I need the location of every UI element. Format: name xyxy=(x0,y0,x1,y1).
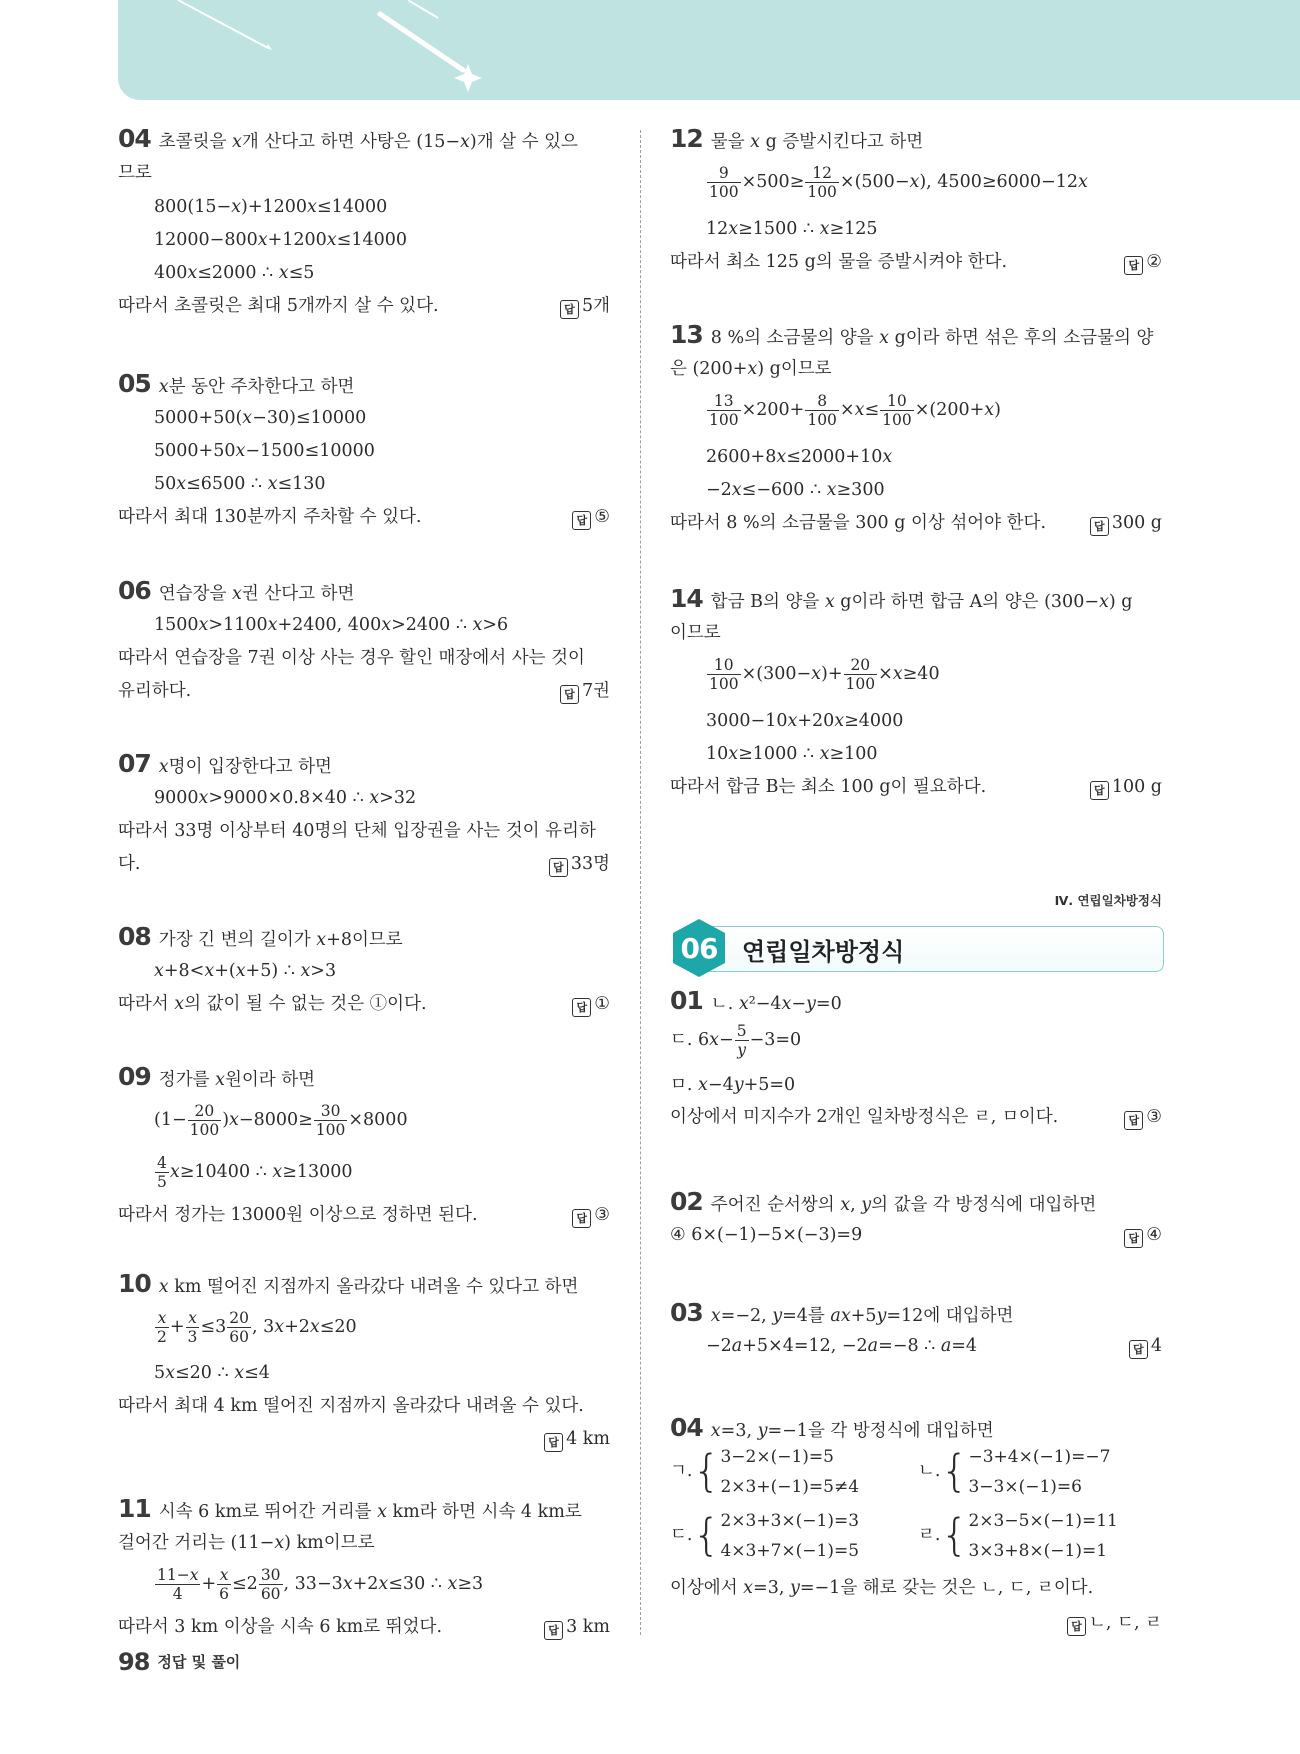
equation-system-d: ㄷ.{ 2×3+3×(−1)=3 4×3+7×(−1)=5 xyxy=(670,1509,860,1561)
equation: $\frac{13}{100}$ ×200+ $\frac{8}{100}$ ×𝑥≤ $\frac{10}{100}$ ×(200+𝑥) xyxy=(709,392,1001,429)
answer-mark-icon: 답 xyxy=(1090,781,1109,800)
answer: 답 ② xyxy=(1124,251,1162,275)
answer: 답 4 xyxy=(1129,1335,1162,1359)
answer-mark-icon: 답 xyxy=(544,1621,563,1640)
conclusion: 따라서 33명 이상부터 40명의 단체 입장권을 사는 것이 유리하 xyxy=(118,821,596,841)
fraction: $\frac{20}{100}$ xyxy=(189,1102,220,1139)
fraction: $\frac{\text{𝑥}}{3}$ xyxy=(187,1309,198,1346)
fraction: $\frac{30}{100}$ xyxy=(315,1102,346,1139)
answer: 답 4 km xyxy=(544,1428,610,1452)
equation: 10𝑥≥1000 ∴ 𝑥≥100 xyxy=(706,744,878,764)
fraction: $\frac{4}{5}$ xyxy=(157,1154,167,1191)
problem-text: 𝑥분 동안 주차한다고 하면 xyxy=(158,377,355,397)
equation: $\frac{9}{100}$ ×500≥ $\frac{12}{100}$ ×(500−𝑥), 4500≥6000−12𝑥 xyxy=(709,164,1088,201)
fraction: $\frac{9}{100}$ xyxy=(709,164,739,201)
problem-number: 14 xyxy=(670,584,703,613)
fraction: $\frac{5}{\text{𝑦}}$ xyxy=(736,1022,747,1059)
equation: 1500𝑥>1100𝑥+2400, 400𝑥>2400 ∴ 𝑥>6 xyxy=(154,615,509,635)
problem-number: 08 xyxy=(118,922,151,951)
answer: 답 ㄴ, ㄷ, ㄹ xyxy=(1067,1612,1162,1636)
problem-number: 10 xyxy=(118,1269,151,1298)
problem-text: 연습장을 𝑥권 산다고 하면 xyxy=(158,584,355,604)
equation: 5000+50(𝑥−30)≤10000 xyxy=(154,408,367,428)
problem-text: 합금 B의 양을 𝑥 g이라 하면 합금 A의 양은 (300−𝑥) g xyxy=(710,592,1133,612)
problem-text: 므로 xyxy=(118,163,152,183)
answer: 답 ③ xyxy=(572,1204,610,1228)
problem-text: 𝑥=−2, 𝑦=4를 𝑎𝑥+5𝑦=12에 대입하면 xyxy=(710,1306,1014,1326)
answer: 답 300 g xyxy=(1090,512,1162,536)
conclusion: 따라서 최대 130분까지 주차할 수 있다. xyxy=(118,507,422,527)
conclusion: 이상에서 미지수가 2개인 일차방정식은 ㄹ, ㅁ이다. xyxy=(670,1107,1059,1127)
conclusion: 따라서 합금 B는 최소 100 g이 필요하다. xyxy=(670,777,987,797)
equation-system-g: ㄱ.{ 3−2×(−1)=5 2×3+(−1)=5≠4 xyxy=(670,1445,860,1497)
conclusion: 따라서 8 %의 소금물을 300 g 이상 섞어야 한다. xyxy=(670,513,1047,533)
answer-mark-icon: 답 xyxy=(1067,1617,1086,1636)
equation: 12𝑥≥1500 ∴ 𝑥≥125 xyxy=(706,219,878,239)
answer: 답 33명 xyxy=(549,853,610,877)
fraction: $\frac{10}{100}$ xyxy=(882,392,912,429)
answer: 답 ③ xyxy=(1124,1106,1162,1130)
answer-mark-icon: 답 xyxy=(1124,256,1143,275)
problem-number: 09 xyxy=(118,1062,151,1091)
fraction: $\frac{\text{11−𝑥}}{4}$ xyxy=(157,1566,199,1603)
problem-text: 은 (200+𝑥) g이므로 xyxy=(670,359,832,379)
equation: ㅁ. 𝑥−4𝑦+5=0 xyxy=(670,1075,796,1095)
answer-mark-icon: 답 xyxy=(1090,517,1109,536)
answer-mark-icon: 답 xyxy=(1124,1111,1143,1130)
fraction: $\frac{13}{100}$ xyxy=(709,392,739,429)
equation: −2𝑎+5×4=12, −2𝑎=−8 ∴ 𝑎=4 xyxy=(706,1336,978,1356)
problem-text: 8 %의 소금물의 양을 𝑥 g이라 하면 섞은 후의 소금물의 양 xyxy=(710,328,1154,348)
answer: 답 7권 xyxy=(560,680,610,704)
problem-text: 𝑥 km 떨어진 지점까지 올라갔다 내려올 수 있다고 하면 xyxy=(158,1277,579,1297)
problem-text: 이므로 xyxy=(670,623,721,643)
equation: (1− $\frac{20}{100}$ )𝑥−8000≥ $\frac{30}{100}$ ×8000 xyxy=(154,1102,408,1139)
brace-icon: { xyxy=(940,1445,969,1497)
problem-text: 정가를 𝑥원이라 하면 xyxy=(158,1070,316,1090)
equation: ㄷ. 6𝑥− $\frac{5}{\text{𝑦}}$ −3=0 xyxy=(670,1022,802,1059)
problem-text: 가장 긴 변의 길이가 𝑥+8이므로 xyxy=(158,930,403,950)
equation: ④ 6×(−1)−5×(−3)=9 xyxy=(670,1225,863,1245)
conclusion: 따라서 최소 125 g의 물을 증발시켜야 한다. xyxy=(670,252,1008,272)
fraction: $\frac{10}{100}$ xyxy=(709,656,739,693)
problem-number: 04 xyxy=(118,124,151,153)
footer-label: 정답 및 풀이 xyxy=(157,1653,241,1671)
answer-mark-icon: 답 xyxy=(572,511,591,530)
problem-text: 초콜릿을 𝑥개 산다고 하면 사탕은 (15−𝑥)개 살 수 있으 xyxy=(158,132,578,152)
equation-system-n: ㄴ.{ −3+4×(−1)=−7 3−3×(−1)=6 xyxy=(918,1445,1111,1497)
answer: 답 ⑤ xyxy=(572,506,610,530)
problem-number: 07 xyxy=(118,749,151,778)
problem-number: 04 xyxy=(670,1413,703,1442)
conclusion: 따라서 정가는 13000원 이상으로 정하면 된다. xyxy=(118,1205,478,1225)
chapter-label: Ⅳ. 연립일차방정식 xyxy=(1054,893,1162,908)
problem-number: 02 xyxy=(670,1187,703,1216)
problem-text: 𝑥=3, 𝑦=−1을 각 방정식에 대입하면 xyxy=(710,1421,994,1441)
brace-icon: { xyxy=(692,1509,721,1561)
equation: 2600+8𝑥≤2000+10𝑥 xyxy=(706,447,893,467)
brace-icon: { xyxy=(692,1445,721,1497)
problem-number: 03 xyxy=(670,1298,703,1327)
conclusion: 따라서 최대 4 km 떨어진 지점까지 올라갔다 내려올 수 있다. xyxy=(118,1396,584,1416)
answer-mark-icon: 답 xyxy=(549,858,568,877)
answer-mark-icon: 답 xyxy=(572,1209,591,1228)
equation: $\frac{4}{5}$ 𝑥≥10400 ∴ 𝑥≥13000 xyxy=(157,1154,353,1191)
answer-mark-icon: 답 xyxy=(1129,1340,1148,1359)
problem-number: 11 xyxy=(118,1494,151,1523)
equation: 50𝑥≤6500 ∴ 𝑥≤130 xyxy=(154,474,326,494)
equation: −2𝑥≤−600 ∴ 𝑥≥300 xyxy=(706,480,885,500)
conclusion: 따라서 𝑥의 값이 될 수 없는 것은 ①이다. xyxy=(118,994,427,1014)
problem-text: 걸어간 거리는 (11−𝑥) km이므로 xyxy=(118,1533,375,1553)
fraction: $\frac{\text{𝑥}}{6}$ xyxy=(219,1566,229,1603)
conclusion: 유리하다. xyxy=(118,681,192,701)
answer: 답 3 km xyxy=(544,1616,610,1640)
column-divider xyxy=(640,130,641,1635)
equation-system-r: ㄹ.{ 2×3−5×(−1)=11 3×3+8×(−1)=1 xyxy=(918,1509,1118,1561)
equation: 5000+50𝑥−1500≤10000 xyxy=(154,441,375,461)
problem-number: 12 xyxy=(670,124,703,153)
conclusion: 따라서 초콜릿은 최대 5개까지 살 수 있다. xyxy=(118,296,439,316)
equation: 12000−800𝑥+1200𝑥≤14000 xyxy=(154,230,408,250)
brace-icon: { xyxy=(940,1509,969,1561)
answer: 답 5개 xyxy=(560,295,610,319)
equation: ㄴ. 𝑥²−4𝑥−𝑦=0 xyxy=(710,994,842,1014)
conclusion: 이상에서 𝑥=3, 𝑦=−1을 해로 갖는 것은 ㄴ, ㄷ, ㄹ이다. xyxy=(670,1578,1094,1598)
answer: 답 ① xyxy=(572,993,610,1017)
equation: 5𝑥≤20 ∴ 𝑥≤4 xyxy=(154,1363,270,1383)
fraction: $\frac{20}{60}$ xyxy=(229,1309,249,1346)
fraction: $\frac{8}{100}$ xyxy=(807,392,837,429)
equation: $\frac{10}{100}$ ×(300−𝑥)+ $\frac{20}{100}$ ×𝑥≥40 xyxy=(709,656,940,693)
conclusion: 따라서 연습장을 7권 이상 사는 경우 할인 매장에서 사는 것이 xyxy=(118,648,585,668)
answer-mark-icon: 답 xyxy=(560,300,579,319)
fraction: $\frac{\text{𝑥}}{2}$ xyxy=(157,1309,167,1346)
equation: 400𝑥≤2000 ∴ 𝑥≤5 xyxy=(154,263,315,283)
problem-text: 물을 𝑥 g 증발시킨다고 하면 xyxy=(710,132,924,152)
equation: 800(15−𝑥)+1200𝑥≤14000 xyxy=(154,197,388,217)
problem-number: 05 xyxy=(118,369,151,398)
page-number: 98 xyxy=(118,1648,150,1676)
fraction: $\frac{12}{100}$ xyxy=(807,164,837,201)
fraction: $\frac{30}{60}$ xyxy=(260,1566,281,1603)
problem-text: 𝑥명이 입장한다고 하면 xyxy=(158,757,332,777)
answer-mark-icon: 답 xyxy=(1124,1229,1143,1248)
problem-number: 13 xyxy=(670,320,703,349)
problem-text: 주어진 순서쌍의 𝑥, 𝑦의 값을 각 방정식에 대입하면 xyxy=(710,1195,1097,1215)
page-footer xyxy=(118,1648,240,1676)
problem-number: 06 xyxy=(118,576,151,605)
shooting-stars-decoration xyxy=(118,0,1300,100)
section-title: 연립일차방정식 xyxy=(742,938,905,966)
fraction: $\frac{20}{100}$ xyxy=(845,656,876,693)
answer: 답 ④ xyxy=(1124,1224,1162,1248)
equation: 3000−10𝑥+20𝑥≥4000 xyxy=(706,711,904,731)
answer-mark-icon: 답 xyxy=(572,998,591,1017)
answer-mark-icon: 답 xyxy=(560,685,579,704)
equation: 𝑥+8<𝑥+(𝑥+5) ∴ 𝑥>3 xyxy=(154,961,337,981)
conclusion: 따라서 3 km 이상을 시속 6 km로 뛰었다. xyxy=(118,1617,443,1637)
equation: $\frac{\text{𝑥}}{2}$ + $\frac{\text{𝑥}}{3}$ ≤3 $\frac{20}{60}$ , 3𝑥+2𝑥≤20 xyxy=(157,1309,357,1346)
problem-text: 시속 6 km로 뛰어간 거리를 𝑥 km라 하면 시속 4 km로 xyxy=(158,1502,582,1522)
equation: 9000𝑥>9000×0.8×40 ∴ 𝑥>32 xyxy=(154,788,417,808)
header-banner xyxy=(118,0,1300,100)
equation: $\frac{\text{11−𝑥}}{4}$ + $\frac{\text{𝑥}}{6}$ ≤2 $\frac{30}{60}$ , 33−3𝑥+2𝑥≤30 ∴ 𝑥≥3 xyxy=(157,1566,484,1603)
section-number: 06 xyxy=(680,932,718,965)
section-header xyxy=(670,918,1162,976)
answer: 답 100 g xyxy=(1090,776,1162,800)
problem-number: 01 xyxy=(670,986,703,1015)
answer-mark-icon: 답 xyxy=(544,1433,563,1452)
conclusion: 다. xyxy=(118,854,141,874)
